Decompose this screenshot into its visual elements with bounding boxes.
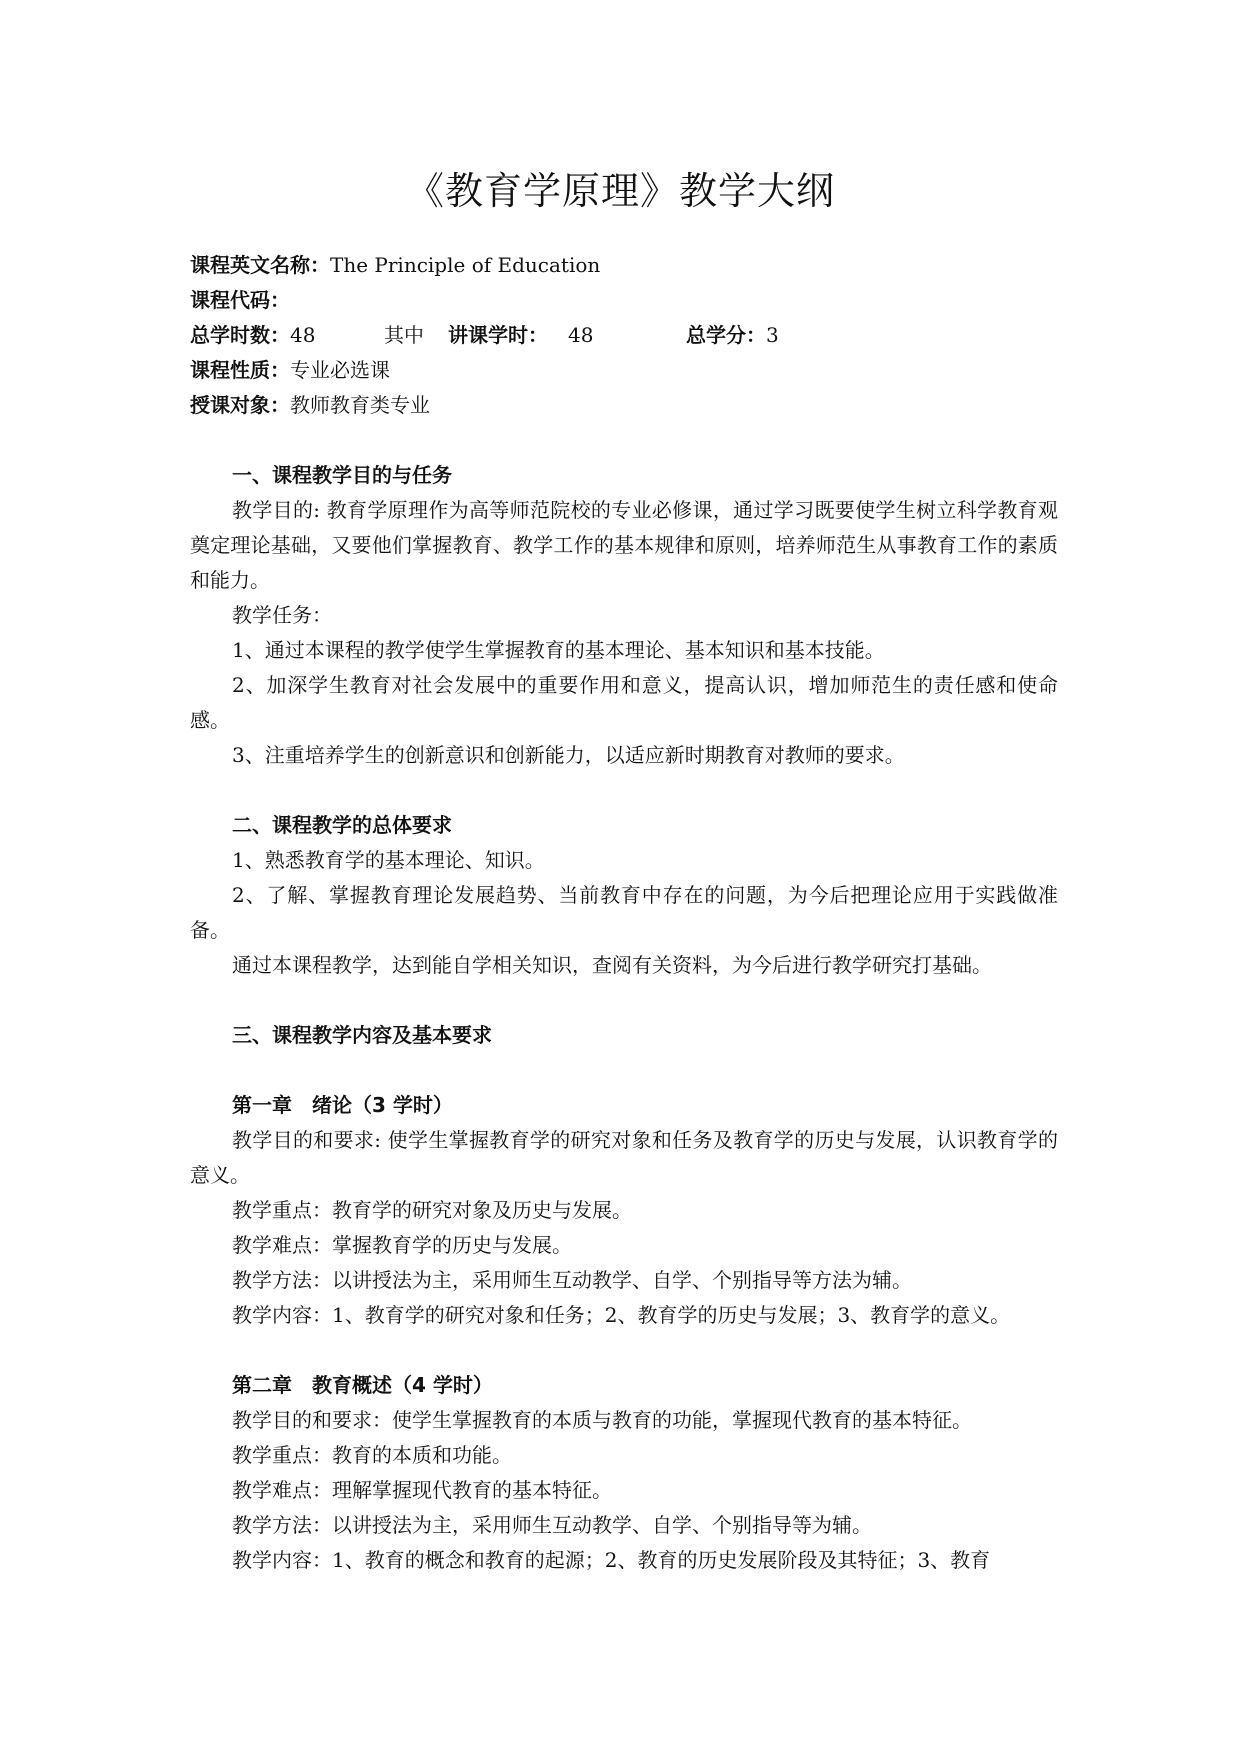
english-name-label: 课程英文名称： <box>190 253 330 277</box>
audience-label: 授课对象： <box>190 393 290 417</box>
section3-heading: 三、课程教学内容及基本要求 <box>232 1023 492 1047</box>
credits-label: 总学分： <box>686 323 766 347</box>
chapter2-method: 教学方法：以讲授法为主，采用师生互动教学、自学、个别指导等为辅。 <box>232 1513 872 1537</box>
total-hours-value: 48 <box>290 323 316 347</box>
section2-req2: 2、了解、掌握教育理论发展趋势、当前教育中存在的问题，为今后把理论应用于实践做准备。 <box>190 883 1058 942</box>
course-code-label: 课程代码： <box>190 288 290 312</box>
section1-purpose: 教学目的: 教育学原理作为高等师范院校的专业必修课，通过学习既要使学生树立科学教育观奠定理论基础，又要他们掌握教育、教学工作的基本规律和原则，培养师范生从事教育工作的素质和能力。 <box>190 498 1058 592</box>
audience-value: 教师教育类专业 <box>290 393 430 417</box>
chapter1-goal: 教学目的和要求: 使学生掌握教育学的研究对象和任务及教育学的历史与发展，认识教育学的意义。 <box>190 1128 1058 1187</box>
section2-req1: 1、熟悉教育学的基本理论、知识。 <box>232 848 545 872</box>
section1-task1: 1、通过本课程的教学使学生掌握教育的基本理论、基本知识和基本技能。 <box>232 638 885 662</box>
english-name-row <box>190 248 1058 283</box>
section1-tasks-label: 教学任务： <box>232 603 332 627</box>
section2-heading: 二、课程教学的总体要求 <box>232 813 452 837</box>
chapter2-key: 教学重点：教育的本质和功能。 <box>232 1443 512 1467</box>
course-code-row <box>190 283 1058 318</box>
chapter1-method: 教学方法：以讲授法为主，采用师生互动教学、自学、个别指导等方法为辅。 <box>232 1268 912 1292</box>
audience-row <box>190 388 1058 423</box>
lecture-hours-value: 48 <box>568 323 594 347</box>
english-name-value: The Principle of Education <box>330 253 601 277</box>
document-body <box>190 248 1058 1578</box>
section1-task2: 2、加深学生教育对社会发展中的重要作用和意义，提高认识，增加师范生的责任感和使命感。 <box>190 673 1058 732</box>
course-nature-label: 课程性质： <box>190 358 290 382</box>
chapter1-content: 教学内容：1、教育学的研究对象和任务；2、教育学的历史与发展；3、教育学的意义。 <box>232 1303 1011 1327</box>
course-nature-row <box>190 353 1058 388</box>
chapter1-heading: 第一章 绪论（3 学时） <box>232 1093 453 1117</box>
lecture-hours-label: 讲课学时： <box>448 323 548 347</box>
chapter2-difficulty: 教学难点：理解掌握现代教育的基本特征。 <box>232 1478 612 1502</box>
section2-req3: 通过本课程教学，达到能自学相关知识，查阅有关资料，为今后进行教学研究打基础。 <box>232 953 992 977</box>
total-hours-label: 总学时数： <box>190 323 290 347</box>
section1-task3: 3、注重培养学生的创新意识和创新能力，以适应新时期教育对教师的要求。 <box>232 743 905 767</box>
hours-row <box>190 318 1058 353</box>
chapter2-goal: 教学目的和要求：使学生掌握教育的本质与教育的功能，掌握现代教育的基本特征。 <box>232 1408 972 1432</box>
credits-value: 3 <box>766 323 779 347</box>
course-nature-value: 专业必选课 <box>290 358 390 382</box>
chapter2-heading: 第二章 教育概述（4 学时） <box>232 1373 493 1397</box>
among-label: 其中 <box>384 323 424 347</box>
section1-heading: 一、课程教学目的与任务 <box>232 463 452 487</box>
chapter2-content: 教学内容：1、教育的概念和教育的起源；2、教育的历史发展阶段及其特征；3、教育 <box>232 1548 991 1572</box>
chapter1-key: 教学重点：教育学的研究对象及历史与发展。 <box>232 1198 632 1222</box>
document-title: 《教育学原理》教学大纲 <box>405 169 835 213</box>
chapter1-difficulty: 教学难点：掌握教育学的历史与发展。 <box>232 1233 572 1257</box>
